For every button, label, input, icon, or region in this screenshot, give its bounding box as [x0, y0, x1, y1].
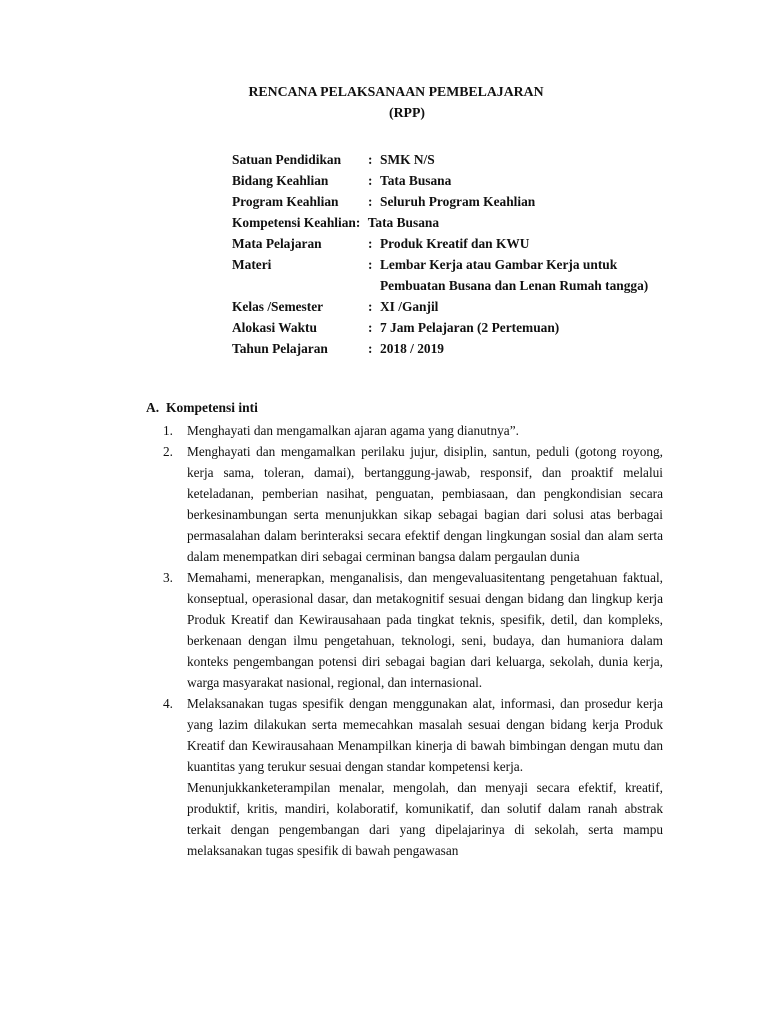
identity-label: Satuan Pendidikan — [232, 152, 342, 167]
identity-colon: : — [368, 152, 373, 167]
identity-row-alokasi — [232, 317, 560, 338]
identity-value: Lembar Kerja atau Gambar Kerja untuk Pembuatan Busana dan Lenan Rumah tangga) — [380, 257, 649, 293]
competency-list — [163, 420, 663, 861]
identity-label: Mata Pelajaran — [232, 236, 322, 251]
list-number: 3. — [163, 570, 173, 585]
identity-label: Kelas /Semester — [232, 299, 324, 314]
identity-row-program — [232, 191, 536, 212]
identity-value: 2018 / 2019 — [380, 341, 444, 356]
identity-label: Kompetensi Keahlian: — [232, 215, 361, 230]
identity-row-kelas — [232, 296, 532, 317]
identity-row-mapel — [232, 233, 532, 254]
section-letter: A. — [146, 400, 160, 415]
list-number: 2. — [163, 444, 173, 459]
identity-value: Tata Busana — [367, 215, 440, 230]
identity-colon: : — [368, 341, 373, 356]
identity-row-materi — [232, 254, 649, 296]
list-item — [163, 567, 663, 693]
identity-row-satuan — [232, 149, 532, 170]
identity-row-bidang — [232, 170, 532, 191]
identity-value: SMK N/S — [380, 152, 435, 167]
identity-block — [232, 149, 649, 359]
list-item — [163, 693, 663, 861]
identity-value: Seluruh Program Keahlian — [380, 194, 536, 209]
identity-colon: : — [368, 173, 373, 188]
identity-row-tahun — [232, 338, 532, 359]
list-item-text: Memahami, menerapkan, menganalisis, dan mengevaluasitentang pengetahuan faktual, konseptual, operasional dasar, dan metakognitif sesuai dengan bidang dan lingkup kerja Produk Kreatif dan Kewirausahaan pada tingkat teknis, spesifik, detil, dan kompleks, berkenaan dengan ilmu pengetahuan, teknologi, seni, budaya, dan humaniora dalam konteks pengembangan potensi diri sebagai bagian dari keluarga, sekolah, dunia kerja, warga masyarakat nasional, regional, dan internasional. — [187, 570, 663, 690]
identity-colon: : — [368, 299, 373, 314]
identity-value: 7 Jam Pelajaran (2 Pertemuan) — [380, 320, 560, 335]
list-number: 1. — [163, 423, 173, 438]
list-item-continuation: Menunjukkanketerampilan menalar, mengolah, dan menyaji secara efektif, kreatif, produktif, kritis, mandiri, kolaboratif, komunikatif, dan solutif dalam ranah abstrak terkait dengan pengembangan dari yang dipelajarinya di sekolah, serta mampu melaksanakan tugas spesifik di bawah pengawasan — [187, 780, 663, 858]
list-item — [163, 420, 663, 441]
section-heading-a — [146, 400, 258, 416]
identity-row-kompetensi — [232, 212, 532, 233]
section-title: Kompetensi inti — [166, 400, 258, 415]
identity-colon: : — [368, 257, 373, 272]
document-title: RENCANA PELAKSANAAN PEMBELAJARAN — [248, 84, 544, 99]
identity-label: Tahun Pelajaran — [232, 341, 328, 356]
list-number: 4. — [163, 696, 173, 711]
identity-label: Bidang Keahlian — [232, 173, 329, 188]
identity-label: Program Keahlian — [232, 194, 339, 209]
document-subtitle: (RPP) — [388, 105, 425, 120]
identity-value: Produk Kreatif dan KWU — [380, 236, 530, 251]
list-item-text: Melaksanakan tugas spesifik dengan menggunakan alat, informasi, dan prosedur kerja yang lazim dilakukan serta memecahkan masalah sesuai dengan bidang kerja Produk Kreatif dan Kewirausahaan Menampilkan kinerja di bawah bimbingan dengan mutu dan kuantitas yang terukur sesuai dengan standar kompetensi kerja. — [187, 696, 663, 774]
list-item-text: Menghayati dan mengamalkan ajaran agama yang dianutnya”. — [187, 423, 519, 438]
identity-label: Alokasi Waktu — [232, 320, 317, 335]
identity-colon: : — [368, 194, 373, 209]
list-item — [163, 441, 663, 567]
identity-label: Materi — [232, 257, 272, 272]
list-item-text: Menghayati dan mengamalkan perilaku jujur, disiplin, santun, peduli (gotong royong, kerja sama, toleran, damai), bertanggung-jawab, responsif, dan proaktif melalui keteladanan, pemberian nasihat, penguatan, pembiasaan, dan pengkondisian secara berkesinambungan serta menunjukkan sikap sebagai bagian dari solusi atas berbagai permasalahan dalam berinteraksi secara efektif dengan lingkungan sosial dan alam serta dalam menempatkan diri sebagai cerminan bangsa dalam pergaulan dunia — [187, 444, 663, 564]
identity-colon: : — [368, 236, 373, 251]
identity-value: Tata Busana — [380, 173, 452, 188]
identity-colon: : — [368, 320, 373, 335]
identity-value: XI /Ganjil — [380, 299, 439, 314]
